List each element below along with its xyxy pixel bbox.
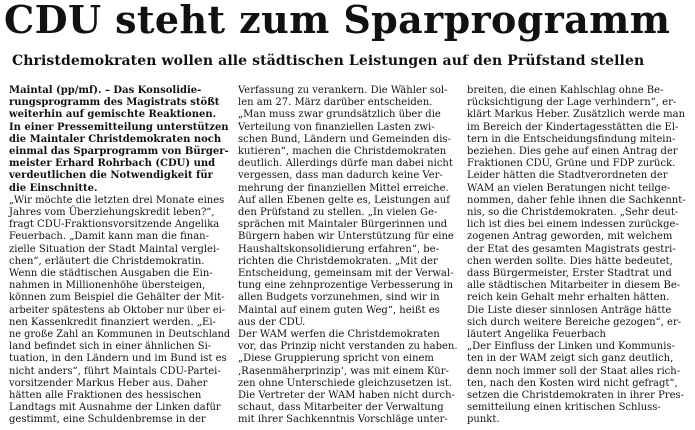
- article-column-1: [5, 85, 234, 427]
- article-text-line: nahmen in Millionenhöhe übersteigen,: [9, 280, 206, 292]
- article-text-line: mit ihrer Sachkenntnis Vorschläge unter-: [238, 414, 448, 426]
- article-text-line: meister Erhard Rohrbach (CDU) und: [9, 158, 216, 170]
- article-text-line: breiten, die einen Kahlschlag ohne Be-: [467, 85, 664, 96]
- article-text-line: schen Bund, Ländern und Gemeinden dis-: [238, 133, 451, 145]
- article-text-line: denn noch immer soll der Staat alles rich-: [467, 365, 681, 377]
- article-text-line: reich kein Gehalt mehr erhalten hätten.: [467, 292, 670, 304]
- article-text-line: land befindet sich in einer ähnlichen Si-: [9, 341, 212, 353]
- article-text-line: beziehen. Dies gehe auf einen Antrag der: [467, 146, 678, 158]
- article-text-line: ten in der WAM zeigt sich ganz deutlich,: [467, 353, 674, 365]
- article-text-line: weiterhin auf gemischte Reaktionen.: [9, 109, 217, 121]
- article-text-line: Entscheidung, gemeinsam mit der Verwal-: [238, 268, 454, 280]
- article-text-line: tung eine zehnprozentige Verbesserung in: [238, 280, 454, 292]
- article-text-line: tuation, in den Ländern und im Bund ist es: [9, 353, 227, 365]
- article-text-line: Jahres vom Überziehungskredit leben?“,: [9, 207, 215, 219]
- article-text-line: Maintal auf einem guten Weg“, heißt es: [238, 304, 440, 316]
- article-text-line: ‚Rasenmäherprinzip‘, was mit einem Kür-: [238, 365, 449, 377]
- article-text-line: nicht anders“, führt Maintals CDU-Partei-: [9, 365, 221, 377]
- article-text-line: sprächen mit Maintaler Bürgerinnen und: [238, 219, 448, 231]
- article-text-line: kutieren“, machen die Christdemokraten: [238, 146, 447, 158]
- article-text-line: Die Vertreter der WAM haben nicht durch-: [238, 390, 455, 402]
- article-text-line: einmal das Sparprogramm von Bürger-: [9, 146, 229, 158]
- article-text-line: Bürgern haben wir Unterstützung für eine: [238, 231, 454, 243]
- article-text-line: richten die Christdemokraten. „Mit der: [238, 255, 438, 267]
- article-text-line: „Man muss zwar grundsätzlich über die: [238, 109, 441, 121]
- article-text-line: rücksichtigung der Lage verhindern“, er-: [467, 97, 677, 109]
- article-text-line: chen werden sollte. Dies hätte bedeutet,: [467, 255, 673, 267]
- article-text-line: Auf allen Ebenen gelte es, Leistungen auf: [238, 194, 450, 206]
- article-text-line: lich ist dies bei einem indessen zurückge-: [467, 219, 679, 231]
- article-text-line: „Wir möchte die letzten drei Monate eines: [9, 194, 225, 206]
- article-text-line: dass Bürgermeister, Erster Stadtrat und: [467, 268, 672, 280]
- article-text-line: Verfassung zu verankern. Die Wähler sol-: [238, 85, 448, 96]
- article-text-line: tern in die Entscheidungsfindung mitein-: [467, 133, 676, 145]
- article-text-line: gestimmt, eine Schuldenbremse in der: [9, 414, 206, 426]
- article-text-line: im Bereich der Kindertagesstätten die El-: [467, 121, 679, 133]
- article-body: [5, 85, 692, 427]
- article-text-line: Maintal (pp/mf). – Das Konsolidie-: [9, 85, 202, 96]
- article-text-line: Die Liste dieser sinnlosen Anträge hätte: [467, 304, 672, 316]
- article-text-line: ten, nach den Kosten wird nicht gefragt“,: [467, 377, 678, 389]
- subheadline: Christdemokraten wollen alle städtischen Leistungen auf den Prüfstand stellen: [12, 53, 645, 69]
- article-text-line: schaut, dass Mitarbeiter der Verwaltung: [238, 402, 444, 414]
- article-column-2: [234, 85, 463, 427]
- article-text-line: Landtags mit Ausnahme der Linken dafür: [9, 402, 221, 414]
- article-text-line: punkt.: [467, 414, 500, 426]
- article-text-line: ne große Zahl an Kommunen in Deutschland: [9, 329, 231, 341]
- headline: CDU steht zum Sparprogramm: [4, 0, 671, 42]
- article-text-line: semitteilung einen kritischen Schluss-: [467, 402, 661, 414]
- article-text-line: arbeiter spätestens ab Oktober nur über ei-: [9, 304, 226, 316]
- article-text-line: fragt CDU-Fraktionsvorsitzende Angelika: [9, 219, 220, 231]
- article-column-3: [463, 85, 692, 427]
- article-text-line: vorsitzender Markus Heber aus. Daher: [9, 377, 208, 389]
- article-text-line: Haushaltskonsolidierung erfahren“, be-: [238, 243, 439, 255]
- article-text-line: In einer Pressemitteilung unterstützen: [9, 121, 229, 133]
- article-text-line: Leider hätten die Stadtverordneten der: [467, 170, 668, 182]
- article-text-line: rungsprogramm des Magistrats stößt: [9, 97, 220, 109]
- article-text-line: chen“, erläutert die Christdemokratin.: [9, 255, 205, 267]
- article-text-line: zen ohne Unterschiede gleichzusetzen ist.: [238, 377, 453, 389]
- article-text-line: WAM an vielen Beratungen nicht teilge-: [467, 182, 671, 194]
- article-text-line: zogenen Antrag geworden, mit welchem: [467, 231, 673, 243]
- article-text-line: mehrung der finanziellen Mittel erreiche.: [238, 182, 449, 194]
- article-text-line: die Maintaler Christdemokraten noch: [9, 133, 222, 145]
- article-text-line: Der WAM werfen die Christdemokraten: [238, 329, 440, 341]
- article-text-line: vor, das Prinzip nicht verstanden zu haben.: [238, 341, 458, 353]
- article-text-line: alle städtischen Mitarbeiter in diesem Be-: [467, 280, 681, 292]
- article-text-line: hätten alle Fraktionen des hessischen: [9, 390, 202, 402]
- article-text-line: deutlich. Allerdings dürfe man dabei nicht: [238, 158, 453, 170]
- article-text-line: nen Kassenkredit finanziert werden. „Ei-: [9, 316, 216, 328]
- article-text-line: klärt Markus Heber. Zusätzlich werde man: [467, 109, 686, 121]
- article-text-line: nommen, daher fehle ihnen die Sachkennt-: [467, 194, 686, 206]
- article-text-line: nis, so die Christdemokraten. „Sehr deut-: [467, 207, 679, 219]
- article-text-line: len am 27. März darüber entscheiden.: [238, 97, 433, 109]
- article-text-line: Verteilung von finanziellen Lasten zwi-: [238, 121, 435, 133]
- article-text-line: die Einschnitte.: [9, 182, 98, 194]
- article-text-line: Wenn die städtischen Ausgaben die Ein-: [9, 268, 213, 280]
- article-text-line: der Etat des gesamten Magistrats gestri-: [467, 243, 676, 255]
- article-text-line: aus der CDU.: [238, 316, 306, 328]
- article-text-line: den Prüfstand zu stellen. „In vielen Ge-: [238, 207, 438, 219]
- article-text-line: können zum Beispiel die Gehälter der Mit-: [9, 292, 225, 304]
- article-text-line: läutert Angelika Feuerbach: [467, 329, 606, 341]
- article-text-line: „Diese Gruppierung spricht von einem: [238, 353, 434, 365]
- article-text-line: vergessen, dass man dadurch keine Ver-: [238, 170, 443, 182]
- article-text-line: allen Budgets vorzunehmen, sind wir in: [238, 292, 440, 304]
- article-text-line: verdeutlichen die Notwendigkeit für: [9, 170, 213, 182]
- article-text-line: „Der Einfluss der Linken und Kommunis-: [467, 341, 675, 353]
- article-text-line: Fraktionen CDU, Grüne und FDP zurück.: [467, 158, 676, 170]
- article-text-line: zielle Situation der Stadt Maintal verglei-: [9, 243, 220, 255]
- article-text-line: setzen die Christdemokraten in ihrer Pres-: [467, 390, 685, 402]
- article-text-line: Feuerbach. „Damit kann man die finan-: [9, 231, 209, 243]
- article-text-line: sich durch weitere Bereiche gezogen“, er-: [467, 316, 682, 328]
